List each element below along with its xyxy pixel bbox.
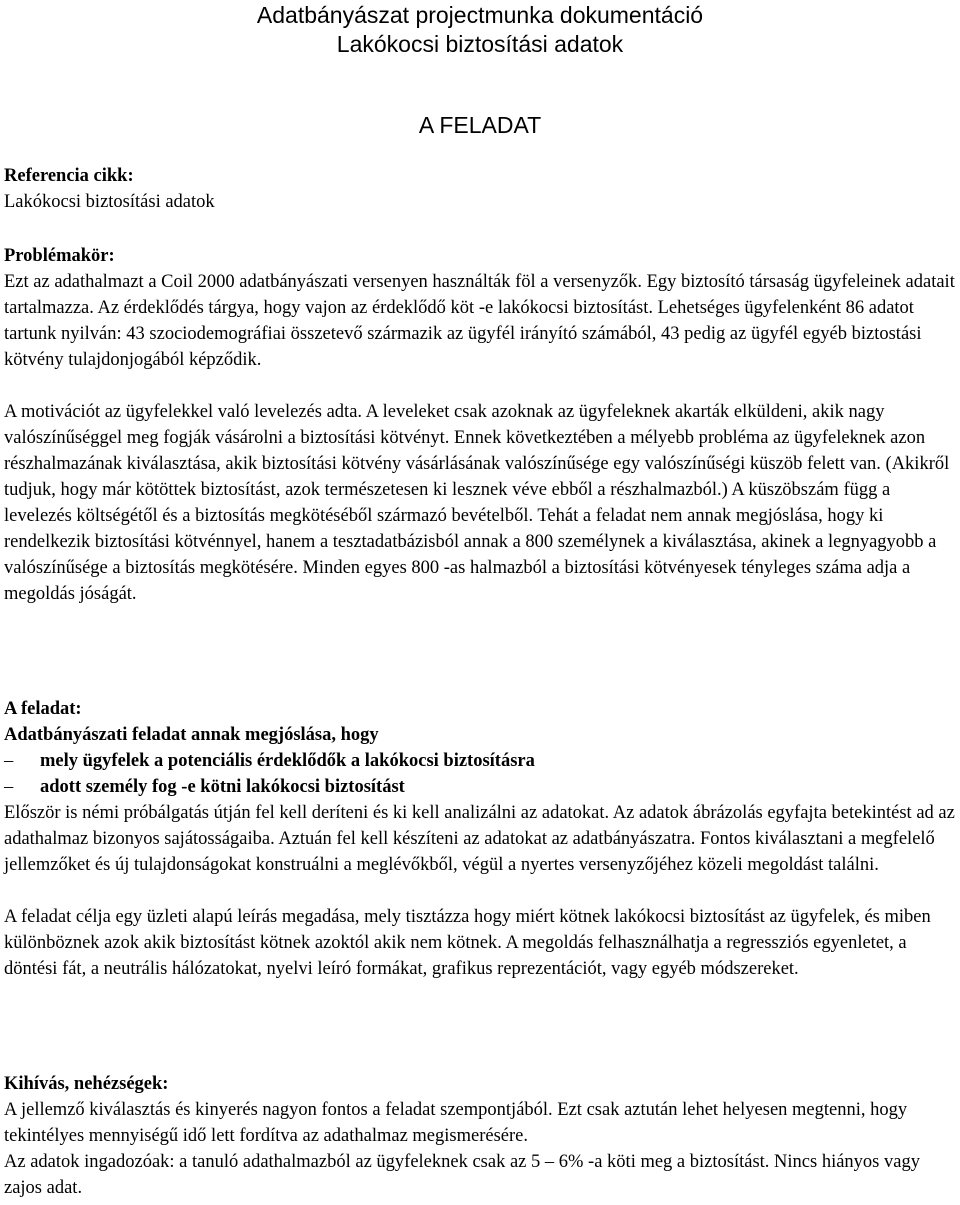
task-subheading: Adatbányászati feladat annak megjóslása, hogy bbox=[4, 725, 379, 745]
document-subtitle: Lakókocsi biztosítási adatok bbox=[336, 31, 624, 57]
problem-paragraph-2: A motivációt az ügyfelekkel való levelezés adta. A leveleket csak azoknak az ügyfeleknek akarták elküldeni, akik nagy valószínűséggel meg fogják vásárolni a biztosítási kötvényt. Ennek következtében a mélyebb probléma az ügyfeleknek azon részhalmazának kiválasztása, akik biztosítási kötvény vásárlásának valószínűsége egy valószínűségi küszöb felett van. (Akikről tudjuk, hogy már kötöttek biztosítást, azok természetesen ki lesznek véve ebből a részhalmazból.) A küszöbszám függ a levelezés költségétől és a biztosítás megkötéséből származó bevételből. Tehát a feladat nem annak megjóslása, hogy ki rendelkezik biztosítási kötvénnyel, hanem a tesztadatbázisból annak a 800 személynek a kiválasztása, akinek a legnyagyobb a valószínűsége a biztosítás megkötésére. Minden egyes 800 -as halmazból a biztosítási kötvényesek tényleges száma adja a megoldás jóságát. bbox=[4, 402, 950, 604]
task-paragraph-1: Először is némi próbálgatás útján fel kell deríteni és ki kell analizálni az adatokat. Az adatok ábrázolás egyfajta betekintést ad az adathalmaz bizonyos sajátosságaiba. Aztuán fel kell készíteni az adatokat az adatbányászatra. Fontos kiválasztani a megfelelő jellemzőket és új tulajdonságokat konstruálni a meglévőkből, végül a nyertes versenyzőjéhez közeli megoldást találni. bbox=[4, 803, 955, 875]
task-paragraph-2: A feladat célja egy üzleti alapú leírás megadása, mely tisztázza hogy miért kötnek lakókocsi biztosítást az ügyfelek, és miben különböznek azok akik biztosítást kötnek azoktól akik nem kötnek. A megoldás felhasználhatja a regressziós egyenletet, a döntési fát, a neutrális hálózatokat, nyelvi leíró formákat, grafikus reprezentációt, vagy egyéb módszereket. bbox=[4, 907, 931, 979]
challenges-paragraph-1: A jellemző kiválasztás és kinyerés nagyon fontos a feladat szempontjából. Ezt csak aztután lehet helyesen megtenni, hogy tekintélyes mennyiségű idő lett fordítva az adathalmaz megismerésére. bbox=[4, 1100, 908, 1146]
dash-bullet-icon: – bbox=[4, 777, 14, 797]
dash-bullet-icon: – bbox=[4, 751, 14, 771]
challenges-paragraph-2: Az adatok ingadozóak: a tanuló adathalmazból az ügyfeleknek csak az 5 – 6% -a köti meg a biztosítást. Nincs hiányos vagy zajos adat. bbox=[4, 1152, 920, 1198]
task-bullet bbox=[4, 774, 958, 800]
problem-paragraph-1: Ezt az adathalmazt a Coil 2000 adatbányászati versenyen használták föl a versenyzők. Egy biztosító társaság ügyfeleinek adatait tartalmazza. Az érdeklődés tárgya, hogy vajon az érdeklődő köt -e lakókocsi biztosítást. Lehetséges ügyfelenként 86 adatot tartunk nyilván: 43 szociodemográfiai összetevő származik az ügyfél irányító számából, 43 pedig az ügyfél egyéb biztostási kötvény tulajdonjogából képződik. bbox=[4, 272, 955, 370]
problem-section bbox=[4, 243, 958, 607]
section-heading: A FELADAT bbox=[418, 112, 542, 138]
problem-heading: Problémakör: bbox=[4, 246, 115, 266]
reference-section bbox=[4, 163, 958, 215]
task-bullet-text: adott személy fog -e kötni lakókocsi biztosítást bbox=[40, 777, 405, 797]
challenges-section bbox=[4, 1071, 958, 1201]
reference-text: Lakókocsi biztosítási adatok bbox=[4, 192, 215, 212]
task-section bbox=[4, 696, 958, 982]
task-bullet-text: mely ügyfelek a potenciális érdeklődők a lakókocsi biztosításra bbox=[40, 751, 535, 771]
document-title: Adatbányászat projectmunka dokumentáció bbox=[256, 2, 704, 28]
task-bullet bbox=[4, 748, 958, 774]
task-heading: A feladat: bbox=[4, 699, 82, 719]
reference-heading: Referencia cikk: bbox=[4, 166, 134, 186]
challenges-heading: Kihívás, nehézségek: bbox=[4, 1074, 169, 1094]
